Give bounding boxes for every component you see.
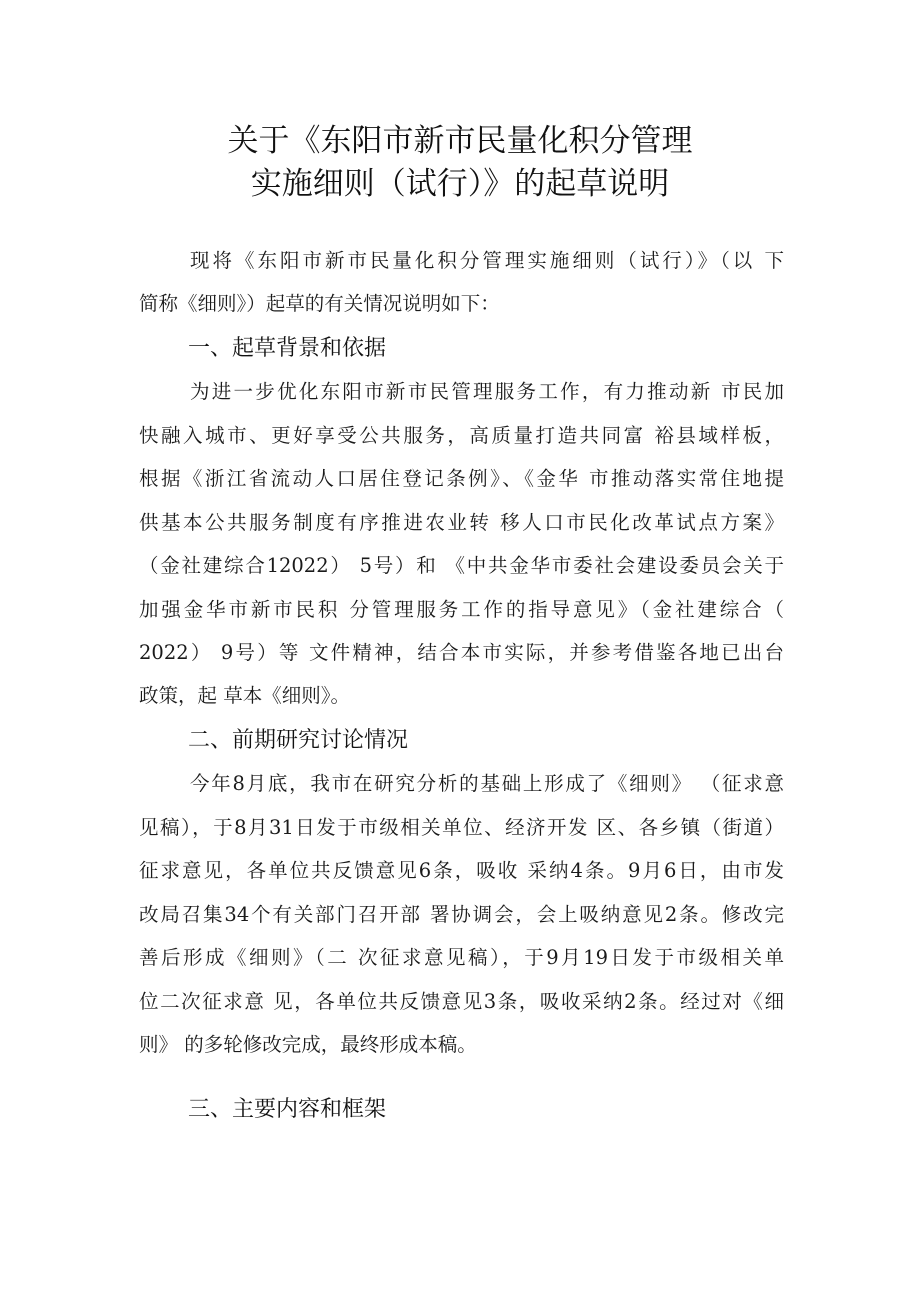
section-heading-3: 三、主要内容和框架 xyxy=(188,1097,387,1122)
section-1-line-5: （金社建综合12022） 5号）和 《中共金华市委社会建设委员会关于 xyxy=(139,554,784,577)
section-2-line-5: 善后形成《细则》（二 次征求意见稿），于9月19日发于市级相关单 xyxy=(139,946,784,969)
intro-line-1: 现将《东阳市新市民量化积分管理实施细则（试行）》（以 下 xyxy=(190,249,784,272)
intro-line-2: 简称《细则》）起草的有关情况说明如下： xyxy=(139,292,500,315)
section-2-line-6: 位二次征求意 见，各单位共反馈意见3条，吸收采纳2条。经过对《细 xyxy=(139,990,784,1013)
section-1-line-6: 加强金华市新市民积 分管理服务工作的指导意见》（金社建综合（ xyxy=(139,598,784,621)
document-title-line-1: 关于《东阳市新市民量化积分管理 xyxy=(227,123,693,159)
section-heading-1: 一、起草背景和依据 xyxy=(188,336,387,361)
section-heading-2: 二、前期研究讨论情况 xyxy=(188,728,409,753)
section-1-line-1: 为进一步优化东阳市新市民管理服务工作，有力推动新 市民加 xyxy=(190,380,784,403)
section-1-line-8: 政策，起 草本《细则》。 xyxy=(139,684,350,707)
section-1-line-3: 根据《浙江省流动人口居住登记条例》、《金华 市推动落实常住地提 xyxy=(139,467,784,490)
document-title-line-2: 实施细则（试行）》的起草说明 xyxy=(250,166,670,202)
section-2-line-3: 征求意见，各单位共反馈意见6条，吸收 采纳4条。9月6日，由市发 xyxy=(139,859,784,882)
section-1-line-7: 2022） 9号）等 文件精神，结合本市实际，并参考借鉴各地已出台 xyxy=(139,641,784,664)
section-1-line-4: 供基本公共服务制度有序推进农业转 移人口市民化改革试点方案》 xyxy=(139,511,784,534)
section-2-line-1: 今年8月底，我市在研究分析的基础上形成了《细则》 （征求意 xyxy=(190,772,784,795)
section-2-line-7: 则》 的多轮修改完成，最终形成本稿。 xyxy=(139,1033,477,1056)
section-1-line-2: 快融入城市、更好享受公共服务，高质量打造共同富 裕县域样板， xyxy=(139,424,784,447)
section-2-line-2: 见稿），于8月31日发于市级相关单位、经济开发 区、各乡镇（街道） xyxy=(139,816,784,839)
section-2-line-4: 改局召集34个有关部门召开部 署协调会，会上吸纳意见2条。修改完 xyxy=(139,903,784,926)
